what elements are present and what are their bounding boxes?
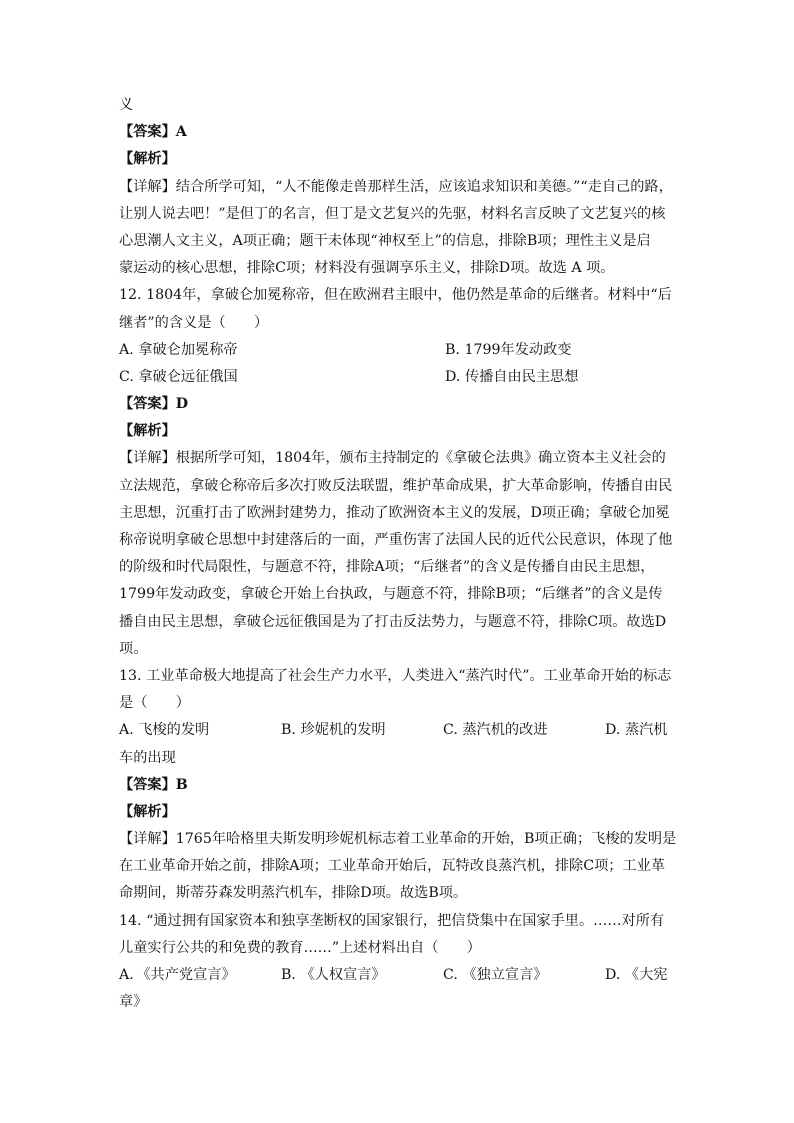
q13-stem: 是（ ） [119, 695, 190, 712]
q13-detail-line: 【详解】1765年哈格里夫斯发明珍妮机标志着工业革命的开始，B项正确；飞梭的发明是 [119, 831, 677, 848]
document-page [119, 92, 675, 1016]
q13-option-d-wrap: 车的出现 [119, 749, 176, 766]
q14-option-d: D. 《大宪 [605, 967, 668, 983]
q13-option-a: A. 飞梭的发明 [119, 722, 210, 739]
q12-stem: 继者”的含义是（ ） [119, 314, 269, 331]
q12-answer: 【答案】D [119, 396, 189, 413]
q14-option-a: A．《共产党宣言》 [119, 967, 236, 983]
q14-stem: 儿童实行公共的和免费的教育……”上述材料出自（ ） [119, 939, 481, 956]
q14-option-b: B. 《人权宣言》 [281, 967, 386, 983]
q12-detail-line: 项。 [119, 640, 148, 657]
q13-options-row [119, 717, 675, 744]
q12-stem: 12. 1804年，拿破仑加冕称帝，但在欧洲君主眼中，他仍然是革命的后继者。材料中“后 [119, 287, 672, 304]
q11-detail-line: 心思潮人文主义，A项正确；题干未体现“神权至上”的信息，排除B项；理性主义是启 [119, 232, 651, 249]
q13-option-c: C. 蒸汽机的改进 [443, 722, 548, 739]
q11-answer: 【答案】A [119, 124, 187, 141]
q14-option-c: C. 《独立宣言》 [443, 967, 548, 983]
q13-analysis-heading: 【解析】 [119, 803, 176, 820]
q12-option-c: C. 拿破仑远征俄国 [119, 368, 238, 385]
q11-continuation: 义 [119, 97, 134, 113]
q11-detail-line: 让别人说去吧！”是但丁的名言，但丁是文艺复兴的先驱，材料名言反映了文艺复兴的核 [119, 205, 666, 222]
q13-detail-line: 在工业革命开始之前，排除A项；工业革命开始后，瓦特改良蒸汽机，排除C项；工业革 [119, 858, 666, 875]
q13-option-d: D. 蒸汽机 [605, 722, 668, 739]
q14-option-d-wrap: 章》 [119, 994, 148, 1011]
q12-option-b: B. 1799年发动政变 [445, 341, 572, 358]
q12-option-a: A. 拿破仑加冕称帝 [119, 341, 238, 358]
q13-option-b: B. 珍妮机的发明 [281, 722, 386, 739]
q13-answer: 【答案】B [119, 776, 188, 793]
q13-detail-line: 命期间，斯蒂芬森发明蒸汽机车，排除D项。故选B项。 [119, 885, 468, 902]
q12-detail-line: 1799年发动政变，拿破仑开始上台执政，与题意不符，排除B项；“后继者”的含义是传 [119, 586, 663, 603]
q12-options-row [119, 364, 675, 391]
q11-detail-line: 【详解】结合所学可知，“人不能像走兽那样生活，应该追求知识和美德。”“走自己的路， [119, 178, 673, 195]
q12-options-row [119, 337, 675, 364]
q14-options-row [119, 962, 675, 989]
q12-detail-line: 主思想，沉重打击了欧洲封建势力，推动了欧洲资本主义的发展，D项正确；拿破仑加冕 [119, 504, 670, 521]
q11-analysis-heading: 【解析】 [119, 151, 176, 168]
q12-detail-line: 的阶级和时代局限性，与题意不符，排除A项；“后继者”的含义是传播自由民主思想， [119, 559, 655, 576]
q11-detail-line: 蒙运动的核心思想，排除C项；材料没有强调享乐主义，排除D项。故选 A 项。 [119, 260, 615, 277]
q12-detail-line: 播自由民主思想，拿破仑远征俄国是为了打击反法势力，与题意不符，排除C项。故选D [119, 613, 667, 630]
q12-analysis-heading: 【解析】 [119, 423, 176, 440]
q13-stem: 13. 工业革命极大地提高了社会生产力水平，人类进入“蒸汽时代”。工业革命开始的标志 [119, 667, 672, 684]
q12-detail-line: 【详解】根据所学可知，1804年，颁布主持制定的《拿破仑法典》确立资本主义社会的 [119, 450, 666, 467]
q12-detail-line: 立法规范，拿破仑称帝后多次打败反法联盟，维护革命成果，扩大革命影响，传播自由民 [119, 477, 673, 494]
q12-option-d: D. 传播自由民主思想 [445, 368, 579, 385]
q12-detail-line: 称帝说明拿破仑思想中封建落后的一面，严重伤害了法国人民的近代公民意识，体现了他 [119, 532, 673, 548]
q14-stem: 14. “通过拥有国家资本和独享垄断权的国家银行，把信贷集中在国家手里。……对所有 [119, 912, 665, 929]
